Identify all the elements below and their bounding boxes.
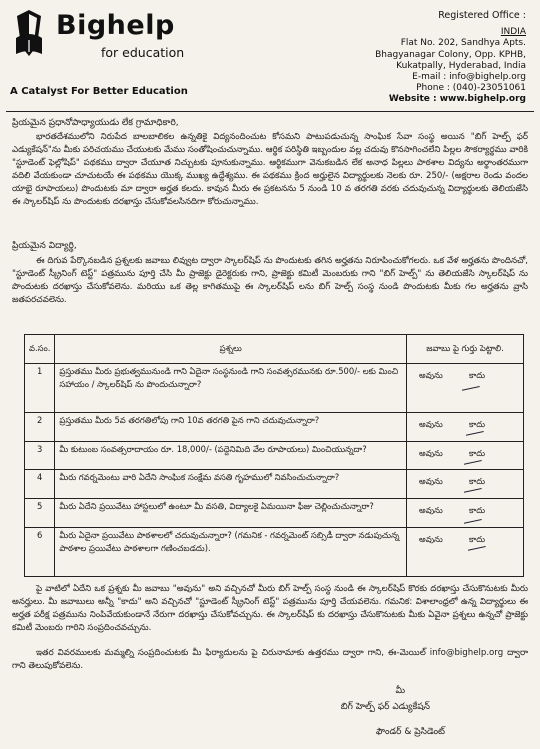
checkmark-icon [464,423,483,436]
answer-option-no[interactable]: కాదు [469,419,486,430]
column-header-question: ప్రశ్నలు [55,335,407,364]
row-number: 1 [25,364,55,413]
table-row [25,499,524,528]
checkmark-icon [460,378,479,391]
instructions-paragraph: ఈ దిగువ పేర్కొనబడిన ప్రశ్నలకు జవాబు లివ్వుట ద్వారా స్కాలర్‌షిప్ ను పొందుటకు తగిన అర్హతను నిరూపించుకోగలరు. ఒక వేళ అర్హతను పొందినచో, "స్టూడెంట్ స్క్రీనింగ్ టెస్ట్" పత్రమును పూర్తి చేసి మీ ప్రాజెక్టు డైరెక్టరుకు గాని, ప్రాజెక్టు కమిటీ మెంబరుకు గాని "బిగ్ హెల్ప్" ను తెలియజేసి స్కాలర్‌షిప్ ను పొందుటకు దరఖాస్తు చేసుకోవలెను. మరియు ఒక తెల్ల కాగితముపై ఈ స్కాలర్‌షిప్ లను బిగ్ హెల్ప్ సంస్థ నుండి పొందుటకు మీకు గల అర్హతను వ్రాసి జతపరచవలెను. [12,256,528,306]
address-line: Bhagyanagar Colony, Opp. KPHB, [375,49,526,60]
answer-cell [407,364,524,413]
address-line: Kukatpally, Hyderabad, India [396,60,526,71]
brand-subtitle: for education [101,45,185,60]
checkmark-icon [462,452,481,465]
question-text: మీ కుటుంబ సంవత్సరాదాయం రూ. 18,000/- (పద్దెనిమిది వేల రూపాయలు) మించియున్నదా? [55,441,407,470]
closing: మీ [395,686,405,696]
question-text: ప్రస్తుతము మీరు ప్రభుత్వమునుండి గాని ఏదైనా సంస్థనుండి గాని సంవత్సరమునకు రూ.500/- లకు మించి సహాయం / స్కాలర్‌షిప్ ను పొందుచున్నారా? [55,364,407,413]
question-text: మీరు గవర్నమెంటు వారి ఏదేని సాంఘిక సంక్షేమ వసతి గృహములో నివసించుచున్నారా? [55,470,407,499]
registered-office-title: Registered Office : [438,10,526,21]
column-header-answer: జవాబు పై గుర్తు పెట్టాలి. [407,335,524,364]
answer-cell [407,441,524,470]
row-number: 5 [25,499,55,528]
registered-office-block [306,10,526,106]
tagline: A Catalyst For Better Education [10,86,188,97]
answer-option-yes[interactable]: అవును [419,370,443,380]
bighelp-logo-icon [10,8,48,60]
intro-paragraph: భారతదేశములోని నిరుపేద బాలబాలికల ఉన్నతికై విద్యనందించుట కోసమని పాటుపడుచున్న సాంఘిక సేవా సంస్థ అయిన "బిగ్ హెల్ప్ ఫర్ ఎడ్యుకేషన్"ను మీకు పరిచయము చేయుటకు మేము సంతోషించుచున్నాము. ఆర్థిక పరిస్థితి ఇబ్బందుల వల్ల చదువు కొనసాగించలేని పిల్లల సౌకర్యార్థము వారికి "స్టూడెంట్ ఫెల్లోషిప్" పథకము ద్వారా చేయూత నిచ్చుటకు పూనుకున్నాము. ఆర్థికముగా వెనుకబడిన లేక అనాధ పిల్లలు పాఠశాల విద్యను అర్థాంతరముగా వదిలి వేయకుండా చూచుటయే ఈ పథకము యొక్క ముఖ్య ఉద్దేశ్యము. ఈ పథకము క్రింద అర్హులైన విద్యార్థులకు నెలకు రూ. 250/- (అక్షరాల రెండు వందల యాభై రూపాయలు) పొందుటకు మా ద్వారా అర్హత కలదు. కావున మీరు ఈ ప్రకటనను 5 నుండి 10 వ తరగతి వరకు చదువుచున్న విద్యార్థులకు తెలియజేసి ఈ స్కాలర్‌షిప్ ను పొందుటకు దరఖాస్తు చేసుకోవలసినదిగా కోరుచున్నాము. [12,132,528,208]
row-number: 2 [25,413,55,442]
salutation-student: ప్రియమైన విద్యార్థి, [12,241,77,251]
salutation-headmaster: ప్రియమైన ప్రధానోపాధ్యాయుడు లేక గ్రామాధికారి, [12,118,179,128]
table-header-row [25,335,524,364]
address-line: Flat No. 202, Sandhya Apts. [400,38,526,49]
answer-option-no[interactable]: కాదు [469,370,486,380]
question-text: ప్రస్తుతము మీరు 5వ తరగతిలోపు గాని 10వ తరగతి పైన గాని చదువుచున్నారా? [55,413,407,442]
table-row [25,527,524,576]
signature-title: ఫౌండర్ & ప్రెసిడెంట్ [375,727,445,737]
question-text: మీరు ఏదైనా ప్రయివేటు పాఠశాలలో చదువుచున్నారా? (గమనిక - గవర్నమెంట్ సబ్సిడీ ద్వారా నడుపుచున్న పాఠశాల ప్రయివేటు పాఠశాలగా గణించబడదు). [55,527,407,576]
answer-option-yes[interactable]: అవును [419,476,443,487]
answer-option-yes[interactable]: అవును [419,419,443,430]
answer-option-no[interactable]: కాదు [469,476,486,487]
signature-org: బిగ్ హెల్ప్ ఫర్ ఎడ్యుకేషన్ [340,702,430,712]
answer-cell [407,499,524,528]
brand-name: Bighelp [56,10,175,41]
question-text: మీరు ఏదేని ప్రయివేటు హాస్టలులో ఉంటూ మీ వసతి, విద్యాలకై ఏమయినా ఫీజు చెల్లించుచున్నారా? [55,499,407,528]
header-divider [6,111,534,112]
answer-cell [407,413,524,442]
checkmark-icon [462,481,481,494]
answer-option-no[interactable]: కాదు [469,447,486,458]
contact-paragraph: ఇతర వివరములకు మమ్మల్ని సంప్రదించుటకు మీ ఫిర్యాదులను పై చిరునామాకు ఉత్తరము ద్వారా గాని, ఈ-మెయిల్ info@bighelp.org ద్వారా గాని తెలుపుకోవలెను. [12,648,528,672]
answer-option-no[interactable]: కాదు [469,505,486,516]
phone-line: Phone : (040)-23051061 [416,83,526,94]
email-line: E-mail : info@bighelp.org [412,72,526,83]
website-line: Website : www.bighelp.org [388,94,526,105]
table-row [25,364,524,413]
table-row [25,413,524,442]
answer-option-yes[interactable]: అవును [419,533,443,544]
table-row [25,470,524,499]
checkmark-icon [462,511,481,524]
answer-option-yes[interactable]: అవును [419,505,443,516]
answer-option-yes[interactable]: అవును [419,447,443,458]
registered-office-country: INDIA [500,27,526,38]
answer-cell [407,470,524,499]
row-number: 6 [25,527,55,576]
answer-option-no[interactable]: కాదు [469,533,486,544]
table-row [25,441,524,470]
eligibility-note-paragraph: పై వాటిలో ఏదేని ఒక ప్రశ్నకు మీ జవాబు "అవును" అని వచ్చినచో మీరు బిగ్ హెల్ప్ సంస్థ నుండి ఈ స్కాలర్‌షిప్ కొరకు దరఖాస్తు చేసుకొనుటకు మీరు అనర్హులు. మీ జవాబులు అన్నీ "కాదు" అని వచ్చినచో "స్టూడెంట్ స్క్రీనింగ్ టెస్ట్" పత్రమును పూర్తి చేయవలెను. గమనిక: విశాలాంధ్రలో ఉన్న విద్యార్థులు ఈ అర్హత పరీక్ష పత్రమును నింపివేయకుండానే నేరుగా దరఖాస్తు చేసుకోవచ్చును. ఈ స్కాలర్‌షిప్ కు దరఖాస్తు చేసుకొనుటకు మీకు ఏవైనా ప్రశ్నలు ఉన్నచో ప్రాజెక్టు కమిటీ మెంబరు గారిని సంప్రదించవచ్చును. [12,584,528,634]
row-number: 4 [25,470,55,499]
eligibility-questionnaire [24,334,524,577]
row-number: 3 [25,441,55,470]
column-header-number: వ.సం. [25,335,55,364]
answer-cell [407,527,524,576]
